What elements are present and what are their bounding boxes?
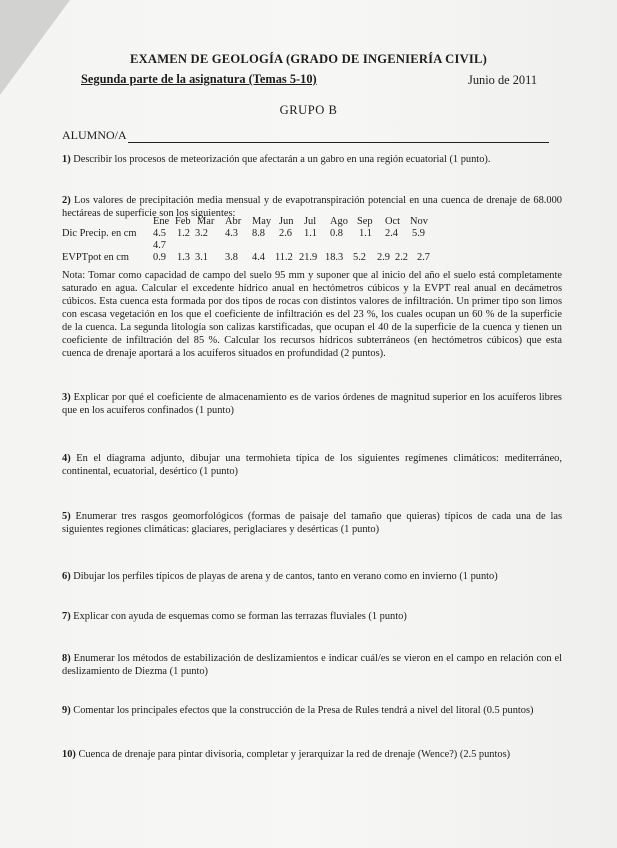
precip-value: 1.1 [359,228,372,239]
evpt-value: 21.9 [299,252,318,263]
month-header: Abr [225,216,242,227]
question-2-note: Nota: Tomar como capacidad de campo del suelo 95 mm y suponer que al inicio del año el suelo está completamente saturado en agua. Calcular el excedente hídrico anual en hectómetros cúbicos y la EVPT real anual en decámetros cúbicos. Esta cuenca esta formada por dos tipos de rocas con distintos valores de infiltración. Un primer tipo son limos con escasa vegetación en los que el coeficiente de infiltración es del 23 %, los cuales ocupan un 60 % de la superficie de la cuenca. La segunda litología son calizas karstificadas, que ocupan el 40 de la superficie de la cuenca y tienen un coeficiente de infiltración del 85 %. Calcular los recursos hídricos subterráneos (en hectómetros cúbicos) que esta cuenca de drenaje aportará a los acuíferos situados en profundidad (2 puntos). [62,270,562,359]
precip-value: 2.4 [385,228,398,239]
question-number: 7) [62,611,71,622]
question-text: Explicar con ayuda de esquemas como se forman las terrazas fluviales (1 punto) [73,611,407,622]
month-header: May [252,216,272,227]
precip-wrap-value: 4.7 [153,240,166,251]
question-text: Comentar los principales efectos que la construcción de la Presa de Rules tendrá a nivel del litoral (0.5 puntos) [73,705,534,716]
question-8 [62,652,562,678]
question-4 [62,452,562,478]
student-name-line [128,131,549,143]
evpt-value: 2.9 [377,252,390,263]
evpt-value: 18.3 [325,252,344,263]
question-number: 10) [62,749,76,760]
question-number: 6) [62,571,71,582]
evpt-value: 4.4 [252,252,265,263]
exam-date: Junio de 2011 [468,73,538,87]
student-name-field [62,128,549,143]
exam-subtitle: Segunda parte de la asignatura (Temas 5-10) [81,72,317,86]
evpt-value: 1.3 [177,252,190,263]
question-9 [62,704,562,717]
question-text: Dibujar los perfiles típicos de playas de arena y de cantos, tanto en verano como en invierno (1 punto) [73,571,498,582]
precip-value: 0.8 [330,228,343,239]
evpt-value: 11.2 [275,252,293,263]
evpt-value: 5.2 [353,252,366,263]
question-1 [62,153,562,166]
month-header: Mar [197,216,215,227]
question-text: Los valores de precipitación media mensual y de evapotranspiración potencial en una cuenca de drenaje de 68.000 hectáreas de superficie son los siguientes: [62,195,562,219]
precip-value: 3.2 [195,228,208,239]
month-header: Jun [279,216,294,227]
precip-value: 4.5 [153,228,166,239]
question-3 [62,391,562,417]
month-header: Jul [304,216,317,227]
exam-group: GRUPO B [279,103,338,117]
question-number: 5) [62,511,71,522]
evpt-value: 3.1 [195,252,208,263]
evpt-value: 2.2 [395,252,408,263]
exam-title: EXAMEN DE GEOLOGÍA (GRADO DE INGENIERÍA CIVIL) [130,52,487,66]
precip-value: 1.2 [177,228,190,239]
question-text: En el diagrama adjunto, dibujar una termohieta típica de los siguientes regímenes climáticos: mediterráneo, continental, ecuatorial, desértico (1 punto) [62,453,562,477]
question-number: 9) [62,705,71,716]
evpt-value: 0.9 [153,252,166,263]
question-number: 3) [62,392,71,403]
evpt-value: 3.8 [225,252,238,263]
month-header: Sep [357,216,373,227]
question-text: Explicar por qué el coeficiente de almacenamiento es de varios órdenes de magnitud superior en los acuíferos libres que en los acuíferos confinados (1 punto) [62,392,562,416]
evpt-value: 2.7 [417,252,430,263]
precip-value: 4.3 [225,228,238,239]
precip-value: 5.9 [412,228,425,239]
question-text: Enumerar tres rasgos geomorfológicos (formas de paisaje del tamaño que quieras) típicos de cada una de las siguientes regiones climáticas: glaciares, periglaciares y desérticas (1 punto) [62,511,562,535]
precip-value: 2.6 [279,228,292,239]
question-number: 8) [62,653,71,664]
question-number: 2) [62,195,71,206]
question-10 [62,748,562,761]
question-text: Describir los procesos de meteorización que afectarán a un gabro en una región ecuatorial (1 punto). [73,154,491,165]
month-header: Nov [410,216,428,227]
month-header: Oct [385,216,401,227]
month-header: Ago [330,216,348,227]
precip-value: 8.8 [252,228,265,239]
precip-value: 1.1 [304,228,317,239]
question-5 [62,510,562,536]
question-number: 1) [62,154,71,165]
month-header: Feb [175,216,191,227]
question-7 [62,610,562,623]
question-6 [62,570,562,583]
folded-corner [0,0,70,95]
question-text: Enumerar los métodos de estabilización de deslizamientos e indicar cuál/es se vieron en el campo en relación con el deslizamiento de Diezma (1 punto) [62,653,562,677]
question-text: Cuenca de drenaje para pintar divisoria, completar y jerarquizar la red de drenaje (Wence?) (2.5 puntos) [78,749,511,760]
evpt-label: EVPTpot en cm [62,252,129,263]
question-number: 4) [62,453,71,464]
precip-label: Dic Precip. en cm [62,228,137,239]
month-header: Ene [153,216,170,227]
student-label: ALUMNO/A [62,128,127,142]
